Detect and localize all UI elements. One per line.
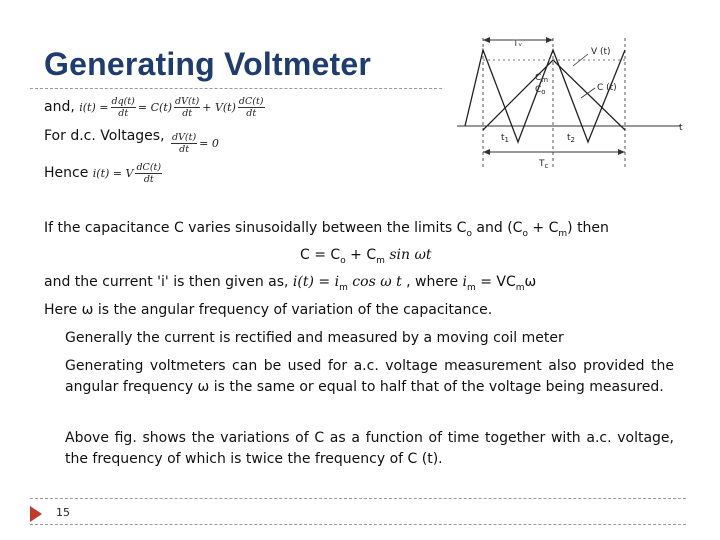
eqC-end: sin ωt: [384, 247, 432, 263]
eq1-f2-den: dt: [182, 108, 193, 119]
p2-intro: and the current 'i' is then given as,: [44, 274, 293, 290]
hence-label: Hence: [44, 165, 89, 181]
eqC-mid: + C: [345, 247, 377, 263]
eq2-num: dV(t): [171, 132, 197, 143]
vt-pointer: [573, 54, 588, 66]
bullet-text: Generally the current is rectified and measured by a moving coil meter: [65, 330, 564, 346]
eq2-den: dt: [179, 144, 190, 155]
p2-it: i(t) = i: [292, 274, 340, 290]
t1-label-main: t: [501, 133, 505, 143]
dc-label: For d.c. Voltages,: [44, 128, 165, 144]
t1-label-sub: 1: [504, 136, 509, 144]
voltage-capacitance-figure: [455, 30, 695, 175]
p2-vcm: = VC: [475, 274, 516, 290]
tc-label-sub: c: [544, 162, 549, 170]
eq1-frac1: [111, 96, 136, 119]
equation-1: [79, 96, 266, 119]
tc-label-main: T: [539, 159, 545, 169]
eq3-line: [44, 162, 164, 185]
eq3-num: dC(t): [136, 162, 162, 173]
eq2-line: [44, 128, 219, 155]
p1-sub2: o: [522, 228, 528, 239]
vt-label: V (t): [591, 47, 611, 57]
slide-title: Generating Voltmeter: [44, 46, 372, 82]
bullet-text: Generating voltmeters can be used for a.c. voltage measurement also provided the angular frequency ω is the same or equal to half that of the voltage being measured.: [65, 358, 674, 395]
co-label: [535, 85, 546, 96]
paragraph-capacitance-limits: [44, 218, 609, 244]
p1-end: + C: [527, 220, 559, 236]
page-number: 15: [56, 506, 70, 519]
eq1-f3-den: dt: [246, 108, 257, 119]
eq3-den: dt: [143, 174, 154, 185]
page-arrow-icon: [30, 506, 42, 522]
eqC-sub2: m: [376, 255, 385, 266]
p1-sub1: o: [466, 228, 472, 239]
and-label: and,: [44, 99, 75, 115]
co-label-main: C: [535, 85, 542, 95]
bullet-text: Above fig. shows the variations of C as a function of time together with a.c. voltage, the frequency of which is twice the frequency of C (t).: [65, 430, 674, 467]
co-label-sub: o: [541, 88, 546, 96]
eq1-mid2: + V(t): [202, 101, 236, 114]
eq2-frac: [171, 132, 197, 155]
p1-mid: and (C: [471, 220, 523, 236]
bullet-item: [44, 328, 674, 349]
eq1-lhs: i(t) =: [79, 101, 109, 114]
p2-where: , where: [401, 274, 463, 290]
p2-cos: cos ω t: [347, 274, 402, 290]
tv-arrow-left: [483, 37, 490, 43]
title-divider: [30, 88, 442, 89]
t-label: t: [679, 123, 683, 133]
p2-vcm-sub: m: [515, 282, 525, 293]
eq1-f1-den: dt: [118, 108, 129, 119]
capacitance-equation: [300, 245, 432, 271]
voltage-wave: [465, 50, 625, 142]
cm-label-sub: m: [541, 76, 549, 84]
eq1-f1-num: dq(t): [111, 96, 135, 107]
eqC-main: C = C: [300, 247, 341, 263]
p2-im-sub: m: [467, 282, 476, 293]
bullet-item: [44, 428, 674, 470]
t2-label-sub: 2: [570, 136, 575, 144]
paragraph-omega: Here ω is the angular frequency of variation of the capacitance.: [44, 302, 493, 318]
eq1-frac2: [174, 96, 200, 119]
footer-divider-top: [30, 498, 686, 499]
equation-2: [169, 132, 219, 155]
eq2-rhs: = 0: [199, 137, 219, 150]
equation-3: [93, 162, 164, 185]
eq3-frac: [135, 162, 162, 185]
ct-label: C (t): [597, 83, 617, 93]
p1-sub3: m: [558, 228, 568, 239]
tv-arrow-right: [546, 37, 553, 43]
eq1-line: [44, 96, 267, 119]
tc-arrow-left: [483, 149, 490, 155]
t2-label-main: t: [567, 133, 571, 143]
eq1-mid1: = C(t): [137, 101, 173, 114]
bullet-item: [44, 356, 674, 398]
eq3-lhs: i(t) = V: [92, 167, 134, 180]
paragraph-current: [44, 272, 536, 298]
tv-label: Tᵥ: [513, 39, 523, 49]
eq1-f2-num: dV(t): [175, 96, 200, 107]
p1-text: If the capacitance C varies sinusoidally between the limits C: [44, 220, 467, 236]
t1-label: [501, 133, 509, 144]
eqC-sub1: o: [340, 255, 346, 266]
p1-tail: ) then: [567, 220, 609, 236]
eq1-f3-num: dC(t): [238, 96, 264, 107]
p2-it-sub: m: [339, 282, 348, 293]
eq1-frac3: [238, 96, 265, 119]
cm-label-main: C: [535, 73, 542, 83]
capacitance-wave: [483, 60, 625, 130]
p2-omega: ω: [524, 274, 537, 290]
tc-arrow-right: [618, 149, 625, 155]
cm-label: [535, 73, 548, 84]
tc-label: [538, 159, 549, 170]
t2-label: [567, 133, 575, 144]
p2-im: i: [462, 274, 467, 290]
footer-divider-bottom: [30, 524, 686, 525]
